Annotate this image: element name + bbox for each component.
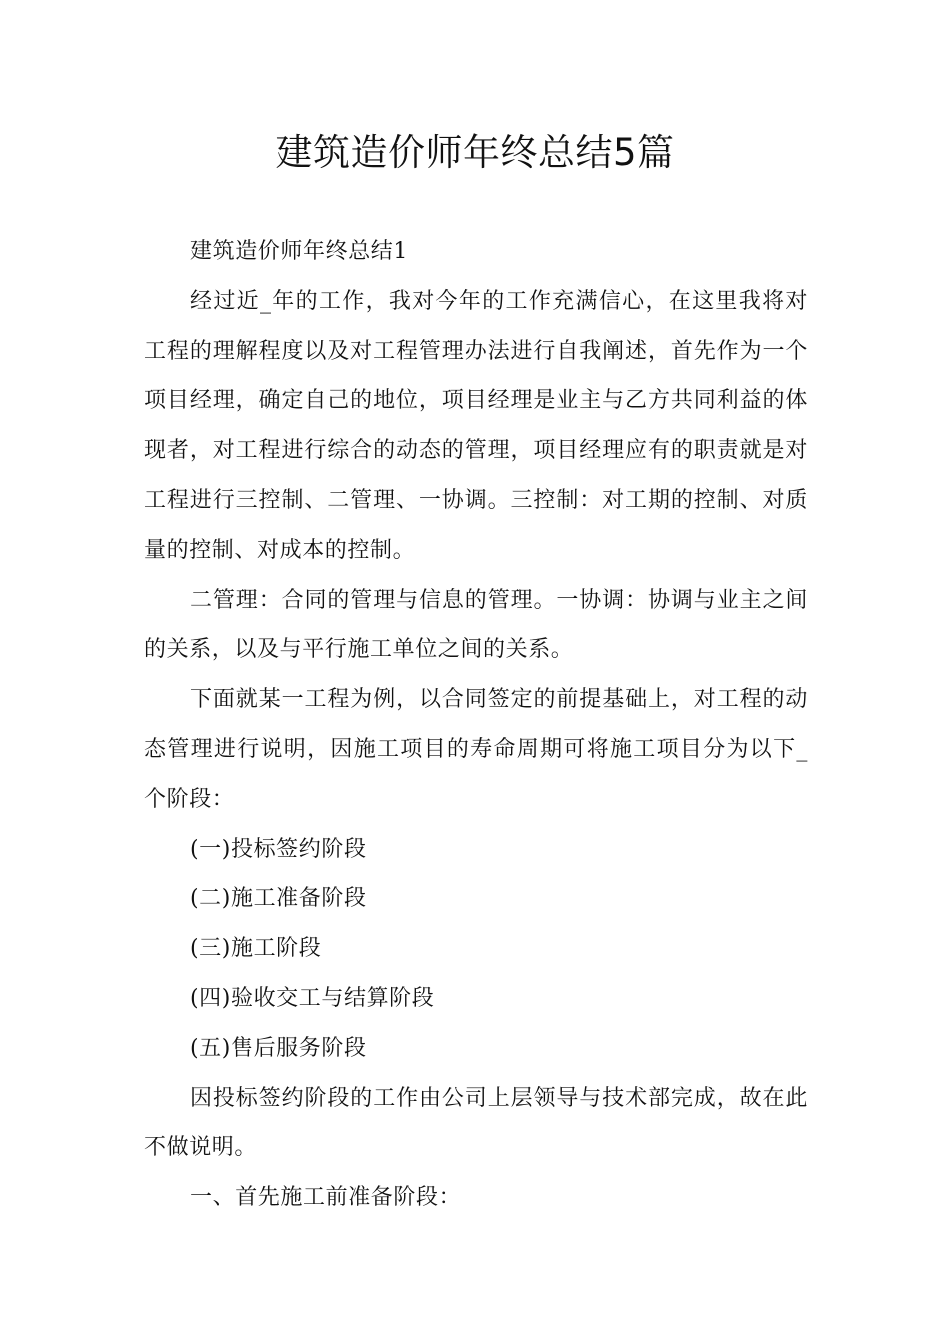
paragraph: 经过近_年的工作，我对今年的工作充满信心，在这里我将对工程的理解程度以及对工程管理办法进行自我阐述，首先作为一个项目经理，确定自己的地位，项目经理是业主与乙方共同利益的体现者，对工程进行综合的动态的管理，项目经理应有的职责就是对工程进行三控制、二管理、一协调。三控制：对工期的控制、对质量的控制、对成本的控制。	[144, 288, 808, 563]
list-item: (五)售后服务阶段	[190, 1035, 367, 1061]
list-item: (三)施工阶段	[190, 936, 322, 962]
paragraph: 因投标签约阶段的工作由公司上层领导与技术部完成，故在此不做说明。	[144, 1085, 808, 1161]
paragraph-subheading: 一、首先施工前准备阶段：	[190, 1185, 462, 1211]
document-title: 建筑造价师年终总结5篇	[275, 131, 675, 174]
list-item: (四)验收交工与结算阶段	[190, 985, 435, 1011]
document-body	[144, 227, 808, 1223]
paragraph-section-heading: 建筑造价师年终总结1	[190, 239, 408, 264]
paragraph: 下面就某一工程为例，以合同签定的前提基础上，对工程的动态管理进行说明，因施工项目的寿命周期可将施工项目分为以下_个阶段：	[144, 687, 808, 812]
list-item: (二)施工准备阶段	[190, 886, 367, 912]
list-item: (一)投标签约阶段	[190, 836, 367, 862]
paragraph: 二管理：合同的管理与信息的管理。一协调：协调与业主之间的关系，以及与平行施工单位之间的关系。	[144, 587, 808, 663]
